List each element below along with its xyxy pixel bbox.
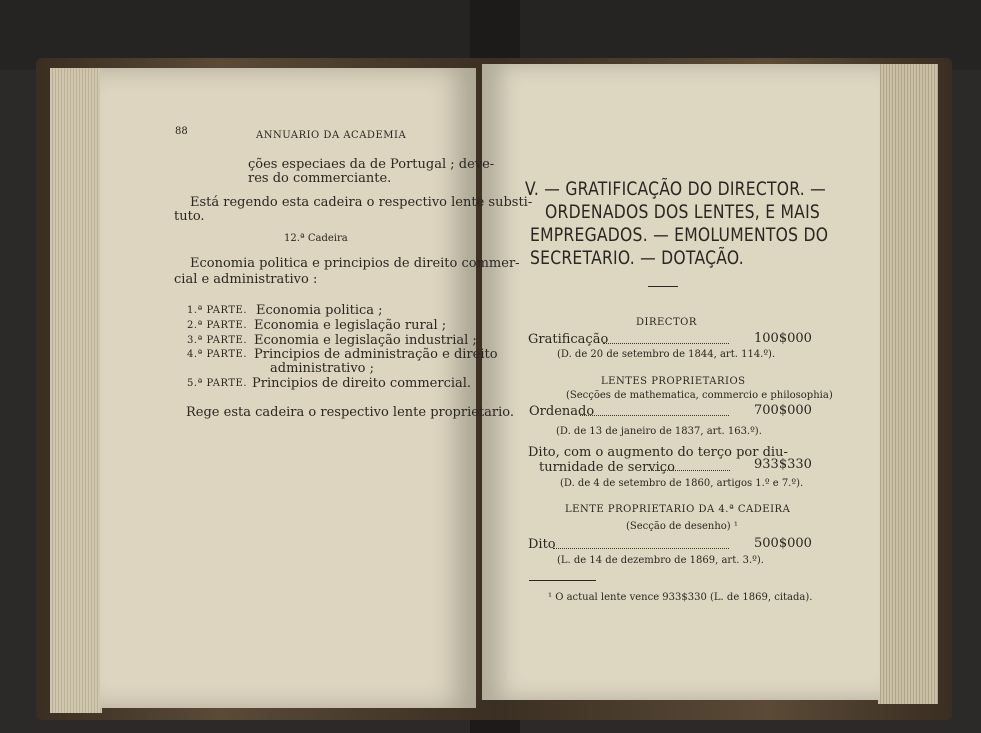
running-head: ANNUARIO DA ACADEMIA (256, 130, 407, 141)
part-text: administrativo ; (270, 361, 375, 376)
part-label: 5.ª PARTE. (187, 378, 248, 389)
section-heading: V. — GRATIFICAÇÃO DO DIRECTOR. — (525, 178, 826, 200)
part-text: Economia e legislação industrial ; (254, 333, 477, 348)
section-heading: EMPREGADOS. — EMOLUMENTOS DO (530, 224, 829, 246)
text-line: tuto. (174, 209, 205, 224)
part-text: Economia politica ; (256, 303, 383, 318)
leader-dots (603, 343, 729, 344)
text-line: res do commerciante. (248, 171, 392, 186)
note: (D. de 20 de setembro de 1844, art. 114.º). (557, 349, 776, 360)
section-heading: SECRETARIO. — DOTAÇÃO. (530, 247, 744, 269)
leader-dots (648, 470, 730, 471)
subtitle: (Secção de desenho) ¹ (626, 521, 738, 532)
item-value: 700$000 (754, 403, 812, 418)
text-line: cial e administrativo : (174, 272, 318, 287)
section-title: DIRECTOR (636, 317, 697, 328)
part-label: 2.ª PARTE. (187, 320, 248, 331)
part-label: 1.ª PARTE. (187, 305, 248, 316)
part-text: Principios de direito commercial. (252, 376, 472, 391)
section-heading: ORDENADOS DOS LENTES, E MAIS (545, 201, 821, 223)
text-line: Está regendo esta cadeira o respectivo lente substi- (190, 195, 533, 210)
item-value: 933$330 (754, 457, 812, 472)
page-number: 88 (175, 126, 188, 137)
item-label: turnidade de serviço (539, 460, 675, 475)
item-label: Dito, com o augmento do terço por diu- (528, 445, 788, 460)
part-text: Economia e legislação rural ; (254, 318, 447, 333)
text-line: Rege esta cadeira o respectivo lente proprietario. (186, 405, 515, 420)
item-label: Dito (528, 537, 556, 552)
chair-title: 12.ª Cadeira (284, 233, 348, 244)
item-label: Gratificação (528, 332, 609, 347)
page-edges-right (878, 64, 938, 704)
item-label: Ordenado (529, 404, 595, 419)
footnote-rule (529, 580, 596, 581)
divider (648, 286, 678, 287)
text-line: Economia politica e principios de direito commer- (190, 256, 520, 271)
item-value: 100$000 (754, 331, 812, 346)
section-title: LENTES PROPRIETARIOS (601, 376, 746, 387)
section-title: LENTE PROPRIETARIO DA 4.ª CADEIRA (565, 504, 791, 515)
text-line: ções especiaes da de Portugal ; deve- (248, 157, 495, 172)
part-text: Principios de administração e direito (254, 347, 498, 362)
part-label: 4.ª PARTE. (187, 349, 248, 360)
subtitle: (Secções de mathematica, commercio e philosophia) (566, 390, 833, 401)
part-label: 3.ª PARTE. (187, 335, 248, 346)
page-edges-left (50, 68, 102, 713)
leader-dots (580, 415, 729, 416)
note: (D. de 4 de setembro de 1860, artigos 1.º e 7.º). (560, 478, 804, 489)
footnote: ¹ O actual lente vence 933$330 (L. de 1869, citada). (548, 592, 813, 603)
leader-dots (553, 548, 729, 549)
note: (L. de 14 de dezembro de 1869, art. 3.º). (557, 555, 764, 566)
item-value: 500$000 (754, 536, 812, 551)
note: (D. de 13 de janeiro de 1837, art. 163.º). (556, 426, 762, 437)
